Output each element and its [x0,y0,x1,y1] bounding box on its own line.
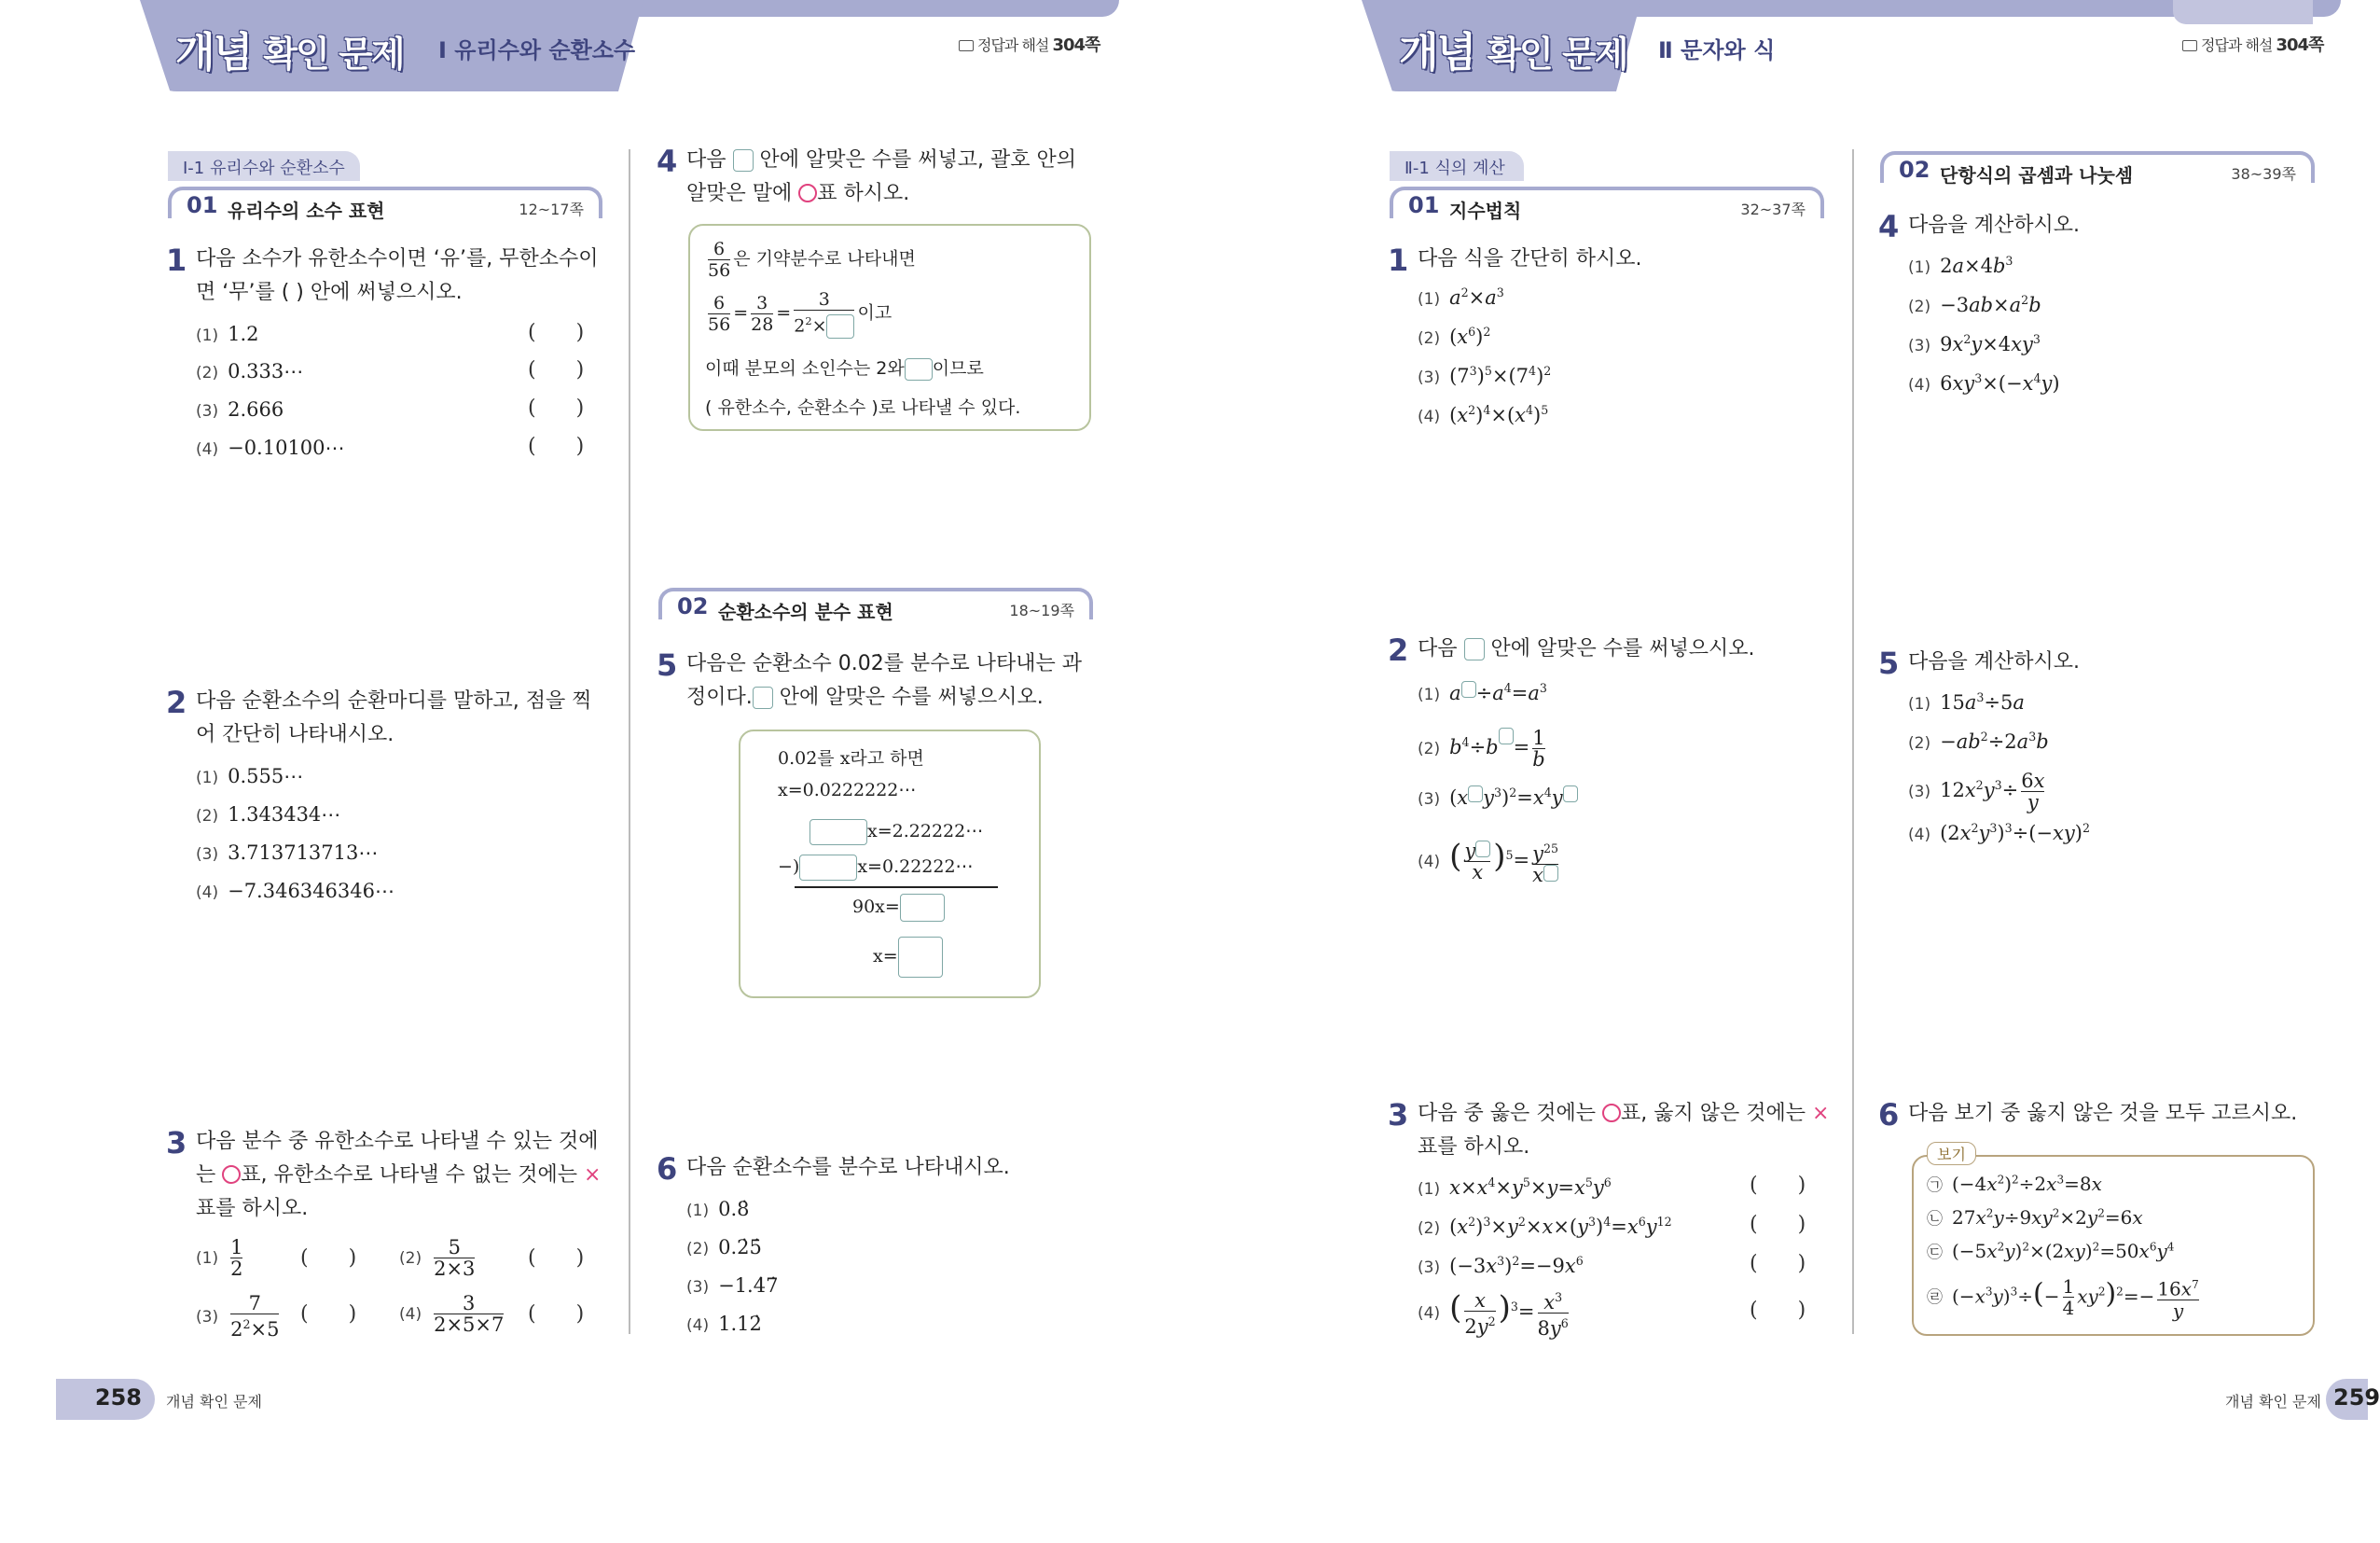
right-unit-title: Ⅱ 문자와 식 [1658,37,1776,63]
left-q1-number: 1 [166,243,187,278]
right-q6-text: 다음 보기 중 옳지 않은 것을 모두 고르시오. [1908,1102,2298,1125]
list-item: (2) 0.333⋯ [196,360,304,382]
answer-box[interactable] [809,819,867,845]
right-q1-text: 다음 식을 간단히 하시오. [1418,247,1642,271]
book-icon [959,40,974,51]
list-item: (3) 3.713713713⋯ [196,841,379,864]
left-brand: 개념 확인 문제 [175,29,404,76]
answer-box[interactable] [826,314,854,339]
list-item: (4) $(2x^2y^3)^3\div(-xy)^2$ [1908,821,2090,844]
right-section-02: 02 단항식의 곱셈과 나눗셈 38~39쪽 [1880,151,2315,183]
left-category-tag: Ⅰ-1 유리수와 순환소수 [168,151,360,181]
list-item: (1) $\frac{1}{2}$ [196,1236,243,1280]
answer-box[interactable] [1499,728,1514,744]
circle-mark-icon [798,184,817,202]
bogi-item: ㉠ $(-4x^2)^2\div 2x^3=8x$ [1927,1173,2102,1195]
right-q2-text: 다음 안에 알맞은 수를 써넣으시오. [1418,637,1755,660]
right-q5-number: 5 [1878,646,1900,681]
answer-parens[interactable]: ( ) [528,358,585,382]
left-section-01: 01 유리수의 소수 표현 12~17쪽 [168,187,602,218]
left-column-divider [629,149,630,1334]
left-q6-text: 다음 순환소수를 분수로 나타내시오. [686,1156,1010,1179]
list-item: (3) −1.4̇7̇ [686,1274,779,1297]
answer-box[interactable] [1543,865,1558,882]
list-item: (4) ( $\frac{x}{2y^2}$ )$^3$= $\frac{x^3}{8y^6}$ [1418,1288,1569,1340]
right-q4-text: 다음을 계산하시오. [1908,214,2081,237]
list-item: $(2) -3ab\times a^2b$ [1908,293,2041,316]
answer-box[interactable] [799,855,857,881]
answer-parens[interactable]: ( ) [1750,1252,1806,1275]
answer-parens[interactable]: ( ) [528,321,585,344]
list-item: (1) 1.2 [196,323,259,345]
q4-box-line4: ( 유한소수, 순환소수 )로 나타낼 수 있다. [705,397,1021,418]
bogi-label: 보기 [1927,1142,1976,1165]
list-item: (4) −0.10100⋯ [196,437,345,459]
list-item: (4) 1.12̇ [686,1313,762,1335]
left-unit-title: Ⅰ 유리수와 순환소수 [438,37,636,63]
bogi-item: ㉣ $(-x^3y)^3\div(-$ $\frac{1}{4}$ $xy^2)^2=-$ $\frac{16x^7}{y}$ [1927,1275,2199,1322]
list-item: (4) $6xy^3\times(-x^4y)$ [1908,371,2060,395]
book-icon [2182,40,2197,51]
left-q2-text: 다음 순환소수의 순환마디를 말하고, 점을 찍어 간단히 나타내시오. [196,689,592,746]
list-item: (1) $x\times x^4\times y^5\times y=x^5y^6$ [1418,1175,1612,1199]
cross-mark-icon: × [584,1163,602,1187]
list-item: (2) $b^4\div b$ = $\frac{1}{b}$ [1418,727,1545,771]
q4-box-line1: $\frac{6}{56}$ 은 기약분수로 나타내면 [708,239,916,281]
answer-box[interactable] [1563,785,1578,802]
q5-box-line3: x=2.22222⋯ [809,819,983,845]
q5-box-line4: −) x=0.22222⋯ [778,855,974,881]
answer-parens[interactable]: ( ) [1750,1174,1806,1197]
list-item: (4) $\frac{3}{2\times 5\times 7}$ [399,1292,505,1336]
left-q3-text: 다음 분수 중 유한소수로 나타낼 수 있는 것에는 표, 유한소수로 나타낼 수 없는 것에는 ×표를 하시오. [196,1130,602,1220]
right-header-corner [2173,0,2313,24]
q5-box-line5: 90x= [852,894,945,922]
right-q3-number: 3 [1388,1097,1409,1133]
list-item: (1) $15a^3\div 5a$ [1908,690,2025,714]
answer-parens[interactable]: ( ) [528,1246,585,1270]
left-page-number: 258 [56,1379,155,1420]
subtraction-line [795,886,998,888]
list-item: $(2) -ab^2\div 2a^3b$ [1908,730,2049,753]
answer-parens[interactable]: ( ) [1750,1213,1806,1236]
list-item: (1) 0.8̇ [686,1198,750,1220]
right-q1-number: 1 [1388,243,1409,278]
left-q6-number: 6 [657,1151,678,1187]
right-q4-number: 4 [1878,209,1900,244]
left-q1-text: 다음 소수가 유한소수이면 ‘유’를, 무한소수이면 ‘무’를 ( ) 안에 써넣으시오. [196,247,599,304]
left-q3-number: 3 [166,1125,187,1161]
list-item: (2) 0.2̇5̇ [686,1236,762,1258]
answer-parens[interactable]: ( ) [300,1246,357,1270]
answer-box[interactable] [1475,841,1490,857]
left-section-02: 02 순환소수의 분수 표현 18~19쪽 [658,588,1093,619]
list-item: (4) −7.346346346⋯ [196,880,394,902]
q5-box-line2: x=0.0222222⋯ [778,780,917,800]
list-item: (4) $(x^2)^4\times(x^4)^5$ [1418,403,1549,426]
q5-box-line1: 0.02̇를 x라고 하면 [778,748,924,769]
q5-box-line6: x= [873,937,943,978]
list-item: (2) $\frac{5}{2\times 3}$ [399,1236,476,1280]
list-item: (1) $a^2\times a^3$ [1418,285,1504,309]
list-item: (3) 2.666 [196,398,284,421]
list-item: (3) $9x^2y\times 4xy^3$ [1908,332,2041,355]
answer-parens[interactable]: ( ) [300,1302,357,1326]
answer-box[interactable] [900,894,945,922]
right-q5-text: 다음을 계산하시오. [1908,650,2081,674]
bogi-item: ㉢ $(-5x^2y)^2\times(2xy)^2=50x^6y^4$ [1927,1240,2175,1262]
answer-box[interactable] [905,358,933,381]
list-item: (4) ( $\frac{y}{x}$ )$^5$= $\frac{y^{25}}{x}$ [1418,838,1559,886]
left-q4-number: 4 [657,144,678,179]
left-answer-ref: 정답과 해설 304쪽 [959,32,1100,56]
list-item: (3) $\frac{7}{2^2\times 5}$ [196,1292,280,1341]
answer-parens[interactable]: ( ) [528,396,585,420]
circle-mark-icon [222,1165,241,1184]
right-footer: 개념 확인 문제 [2225,1393,2321,1411]
answer-parens[interactable]: ( ) [528,435,585,458]
list-item: (3) $(-3x^3)^2=-9x^6$ [1418,1254,1584,1277]
right-q2-number: 2 [1388,632,1409,668]
left-q5-text: 다음은 순환소수 0.02̇를 분수로 나타내는 과정이다. 안에 알맞은 수를 써넣으시오. [686,652,1082,709]
list-item: (3) (x $y^3)^2=x^4y$ [1418,785,1578,809]
answer-parens[interactable]: ( ) [528,1302,585,1326]
left-q5-number: 5 [657,647,678,683]
list-item: (2) 1.343434⋯ [196,803,341,826]
q4-box-line2: $\frac{6}{56}$ = $\frac{3}{28}$ = $\frac{3}{2^2\times}$ 이고 [705,289,892,339]
answer-parens[interactable]: ( ) [1750,1299,1806,1322]
right-answer-ref: 정답과 해설 304쪽 [2182,32,2323,56]
list-item: (3) $12x^2y^3\div$ $\frac{6x}{y}$ [1908,770,2045,813]
right-column-divider [1852,149,1854,1334]
left-footer: 개념 확인 문제 [166,1393,262,1411]
answer-box[interactable] [733,149,754,172]
q4-box-line3: 이때 분모의 소인수는 2와 이므로 [705,358,984,379]
right-q6-number: 6 [1878,1097,1900,1133]
right-brand: 개념 확인 문제 [1399,29,1627,76]
answer-box[interactable] [1461,681,1476,698]
answer-box[interactable] [898,937,943,978]
cross-mark-icon: × [1812,1102,1830,1125]
right-q3-text: 다음 중 옳은 것에는 표, 옳지 않은 것에는 ×표를 하시오. [1418,1102,1830,1159]
list-item: (1) $a \div a^4=a^3$ [1418,681,1547,704]
answer-box[interactable] [1464,638,1485,660]
list-item: (2) $(x^2)^3\times y^2\times x\times(y^3)^4=x^6y^{12}$ [1418,1215,1672,1238]
answer-box[interactable] [1468,785,1483,802]
right-section-01: 01 지수법칙 32~37쪽 [1390,187,1824,218]
answer-box[interactable] [753,687,773,709]
left-q4-text: 다음 안에 알맞은 수를 써넣고, 괄호 안의 알맞은 말에 표 하시오. [686,148,1077,205]
bogi-item: ㉡ $27x^2y\div 9xy^2\times 2y^2=6x$ [1927,1206,2143,1229]
list-item: (2) $(x^6)^2$ [1418,325,1491,348]
right-page-number: 259 [2326,1379,2368,1420]
right-category-tag: Ⅱ-1 식의 계산 [1390,151,1524,181]
list-item: (3) $(7^3)^5\times(7^4)^2$ [1418,364,1552,387]
list-item: (1) 0.555⋯ [196,765,304,787]
left-q2-number: 2 [166,685,187,720]
circle-mark-icon [1602,1104,1621,1122]
list-item: (1) $2a\times 4b^3$ [1908,254,2013,277]
